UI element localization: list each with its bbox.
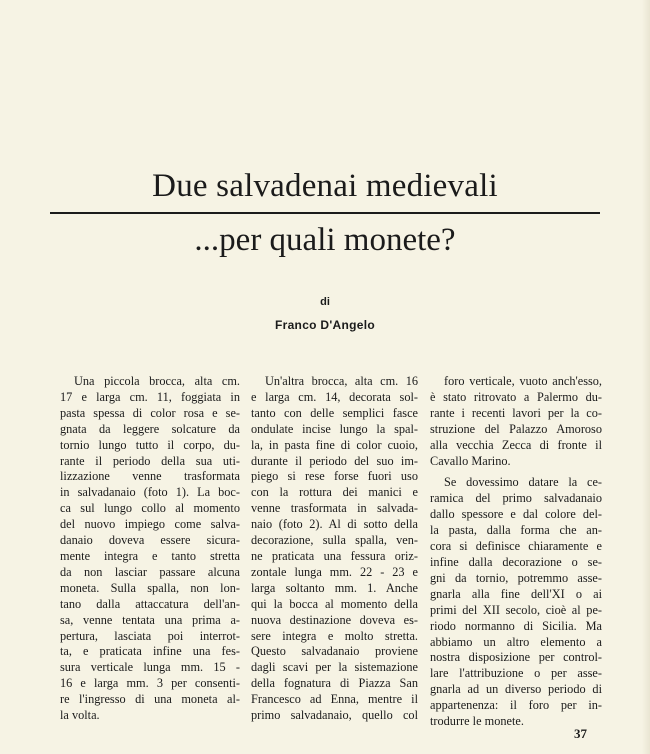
text-line: re l'ingresso di una moneta al- [60, 692, 240, 707]
text-line: gnarla ad un diverso periodo di [430, 682, 602, 697]
text-line: danaio doveva essere sicura- [60, 533, 240, 548]
text-line: la pasta, dalla forma che an- [430, 523, 602, 538]
text-line: moneta. Sulla spalla, non lon- [60, 580, 240, 595]
text-line: gni da tornio, potremmo asse- [430, 570, 602, 585]
text-line: tanto con delle semplici fasce [251, 405, 418, 420]
text-line: Una piccola brocca, alta cm. [74, 374, 240, 388]
text-line: sa, venne tentata una prima a- [60, 612, 240, 627]
text-line: sura verticale lunga mm. 15 - [60, 660, 240, 675]
text-line: dagli scavi per la sistemazione [251, 660, 418, 675]
text-line: riodo normanno di Sicilia. Ma [430, 618, 602, 633]
author-name: Franco D'Angelo [274, 318, 376, 332]
text-line: Un'altra brocca, alta cm. 16 [265, 374, 418, 388]
text-line: ramica del primo salvadanaio [430, 491, 602, 506]
text-line: piego si rese forse fuori uso [251, 469, 418, 484]
text-line: la volta. [60, 708, 100, 723]
text-line: zontale lunga mm. 22 - 23 e [251, 564, 418, 579]
text-line: e larga cm. 14, decorata sol- [251, 389, 418, 404]
text-line: lare l'attribuzione o per asse- [430, 666, 602, 681]
text-line: da non lasciar passare alcuna [60, 564, 240, 579]
text-line: la, in pasta fine di color cuoio, [251, 437, 418, 452]
text-line: nuova destinazione doveva es- [251, 612, 418, 627]
text-line: tornio lungo tutto il corpo, du- [60, 437, 240, 452]
byline-prefix: di [320, 296, 330, 308]
text-line: tano dalla attaccatura dell'an- [60, 596, 240, 611]
text-line: in salvadanaio (foto 1). La boc- [60, 485, 240, 500]
article-subtitle: ...per quali monete? [194, 222, 456, 258]
text-line: nostra disposizione per control- [430, 650, 602, 665]
text-line: appartenenza: il foro per in- [430, 698, 602, 713]
text-line: pertura, lasciata poi interrot- [60, 628, 240, 643]
text-line: infine dalla decorazione o se- [430, 554, 602, 569]
text-line: Se dovessimo datare la ce- [444, 475, 602, 490]
text-line: è stato ritrovato a Palermo du- [430, 389, 602, 404]
text-line: Cavallo Marino. [430, 453, 511, 468]
text-line: venne trasformata in salvada- [251, 501, 418, 516]
text-line: con la rottura dei manici e [251, 485, 418, 500]
text-line: della fognatura di Piazza San [251, 676, 418, 691]
text-line: cora si definisce chiaramente e [430, 539, 602, 554]
text-line: abbiamo un altro elemento a [430, 634, 602, 649]
text-line: foro verticale, vuoto anch'esso, [444, 374, 602, 388]
text-line: larga soltanto mm. 1. Anche [251, 580, 418, 595]
text-line: Francesco ad Enna, mentre il [251, 692, 418, 707]
text-column-3 [430, 374, 602, 730]
text-line: lizzazione venne trasformata [60, 469, 240, 484]
text-line: primi del XII secolo, cioè al pe- [430, 602, 602, 617]
text-line: dallo spessore e dal colore del- [430, 507, 602, 522]
text-line: qui la bocca al momento della [251, 596, 418, 611]
text-line: pasta spessa di color rosa e se- [60, 405, 240, 420]
text-line: gnata da leggere solcature da [60, 421, 240, 436]
text-line: ondulate incise lungo la spal- [251, 421, 418, 436]
page-number: 37 [574, 726, 587, 741]
text-line: rante il periodo della sua uti- [60, 453, 240, 468]
text-line: ta, e praticata infine una fes- [60, 644, 240, 659]
text-line: gnarla alla fine dell'XI o ai [430, 586, 602, 601]
text-line: durante il periodo del suo im- [251, 453, 418, 468]
text-line: rante i recenti lavori per la co- [430, 405, 602, 420]
text-line: Questo salvadanaio proviene [251, 644, 418, 659]
text-line: struzione del Palazzo Amoroso [430, 421, 602, 436]
text-line: 16 e larga mm. 3 per consenti- [60, 676, 240, 691]
text-line: 17 e larga cm. 11, foggiata in [60, 389, 240, 404]
text-line: trodurre le monete. [430, 714, 524, 729]
text-line: ne praticata una fessura oriz- [251, 548, 418, 563]
title-rule [50, 212, 600, 214]
article-title: Due salvadenai medievali [152, 168, 498, 204]
text-column-2 [251, 374, 418, 724]
page-edge-shadow [642, 0, 650, 754]
text-line: mente integra e tanto stretta [60, 548, 240, 563]
text-line: naio (foto 2). Al di sotto della [251, 517, 418, 532]
text-line: sere integra e molto stretta. [251, 628, 418, 643]
text-line: decorazione, sulla spalla, ven- [251, 533, 418, 548]
text-line: primo salvadanaio, quello col [251, 708, 418, 723]
text-column-1 [60, 374, 240, 724]
text-line: ca sul lungo collo al momento [60, 501, 240, 516]
text-line: alla vecchia Zecca di fronte il [430, 437, 602, 452]
text-line: del nuovo impiego come salva- [60, 517, 240, 532]
